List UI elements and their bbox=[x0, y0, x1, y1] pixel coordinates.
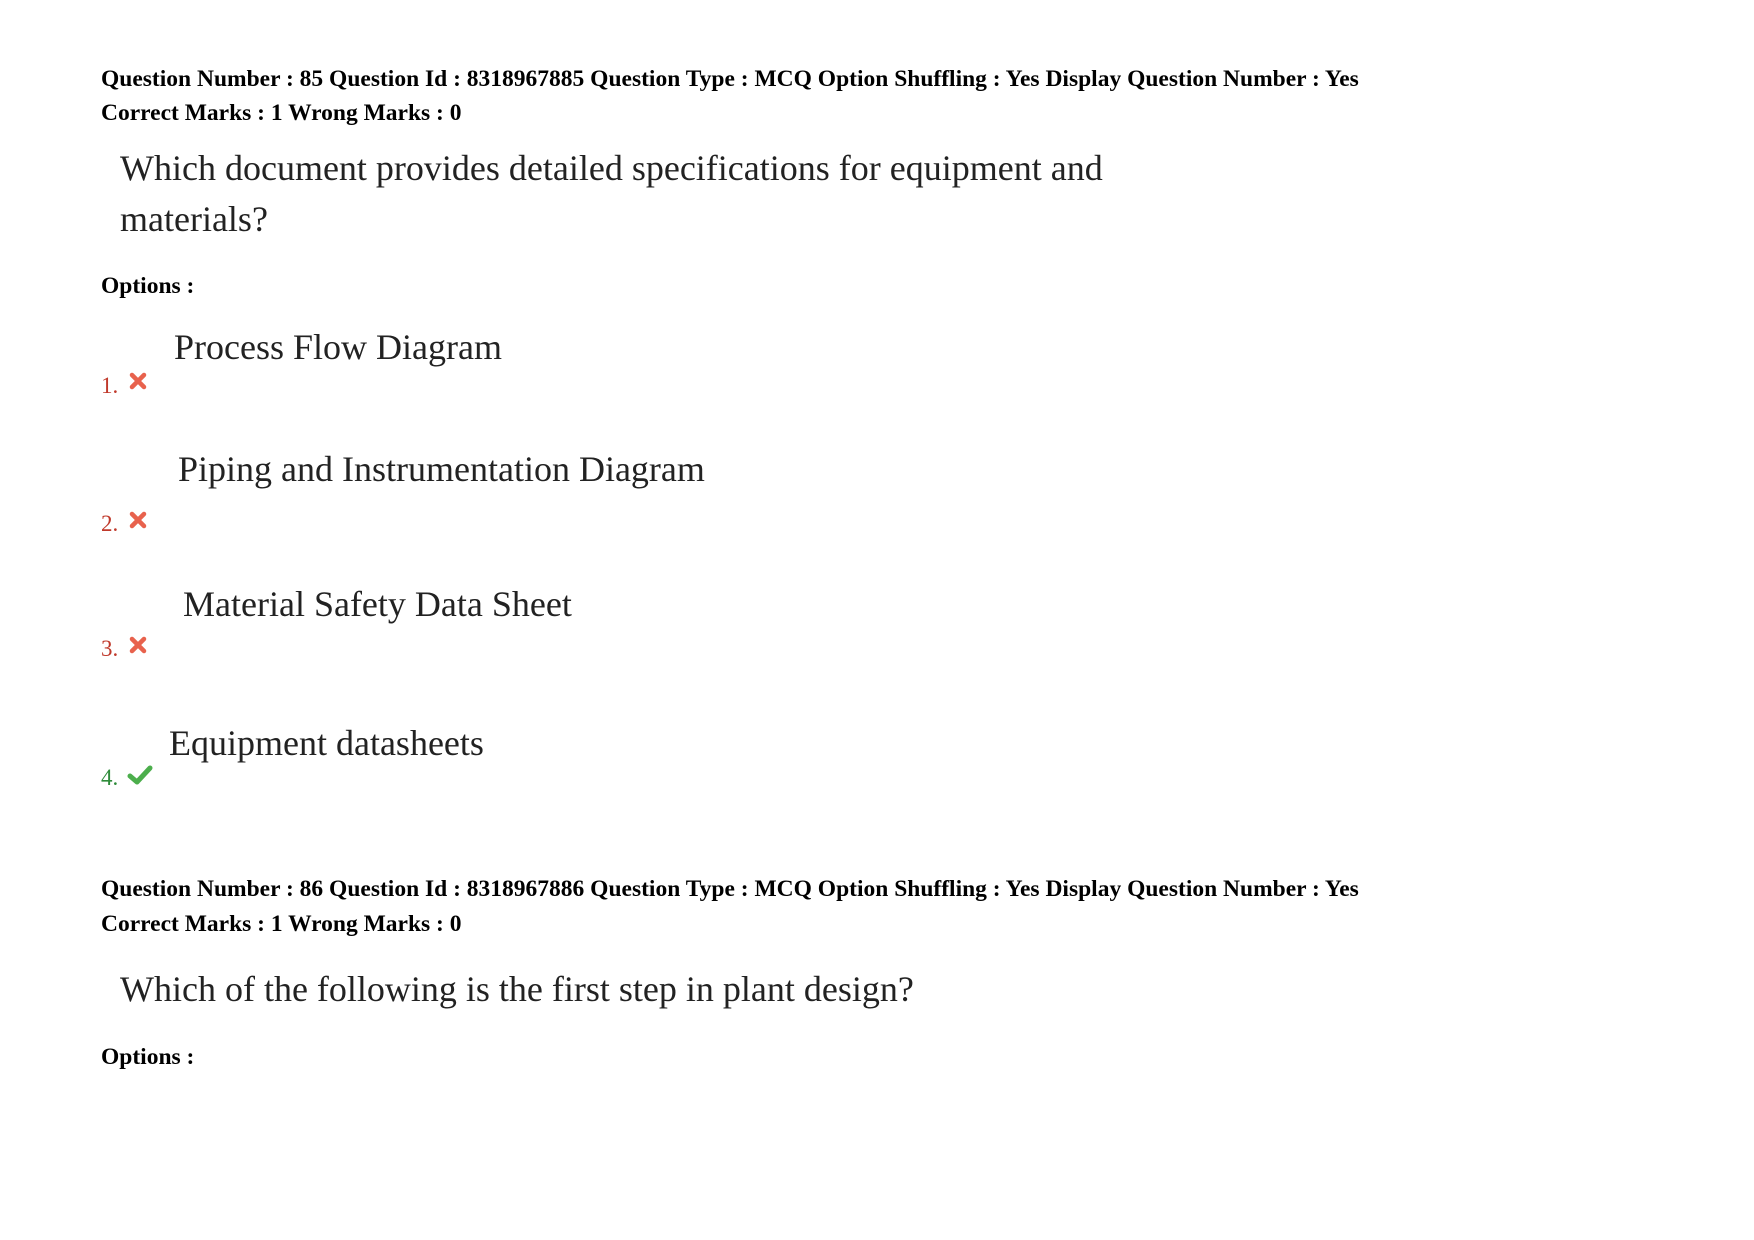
question-text-line: Which document provides detailed specifications for equipment and bbox=[120, 148, 1103, 188]
option-text: Process Flow Diagram bbox=[174, 327, 502, 367]
cross-icon bbox=[129, 511, 147, 534]
check-icon bbox=[127, 764, 153, 791]
question-text-line: Which of the following is the first step in plant design? bbox=[120, 969, 914, 1009]
option-text: Piping and Instrumentation Diagram bbox=[178, 449, 705, 489]
question-text-line: materials? bbox=[120, 199, 268, 239]
cross-icon bbox=[129, 636, 147, 659]
option-text: Material Safety Data Sheet bbox=[183, 584, 572, 624]
option-number: 1. bbox=[101, 373, 119, 398]
options-label: Options : bbox=[101, 273, 195, 299]
question-meta-line: Question Number : 85 Question Id : 8318967885 Question Type : MCQ Option Shuffling : Yes Display Question Number : Yes bbox=[101, 66, 1359, 92]
cross-icon bbox=[129, 372, 147, 395]
question-meta-line: Question Number : 86 Question Id : 8318967886 Question Type : MCQ Option Shuffling : Yes Display Question Number : Yes bbox=[101, 876, 1359, 902]
option-number: 2. bbox=[101, 511, 119, 536]
options-label: Options : bbox=[101, 1044, 195, 1070]
option-number: 4. bbox=[101, 765, 119, 790]
option-text: Equipment datasheets bbox=[169, 723, 484, 763]
marks-line: Correct Marks : 1 Wrong Marks : 0 bbox=[101, 911, 462, 937]
marks-line: Correct Marks : 1 Wrong Marks : 0 bbox=[101, 100, 462, 126]
option-number: 3. bbox=[101, 636, 119, 661]
